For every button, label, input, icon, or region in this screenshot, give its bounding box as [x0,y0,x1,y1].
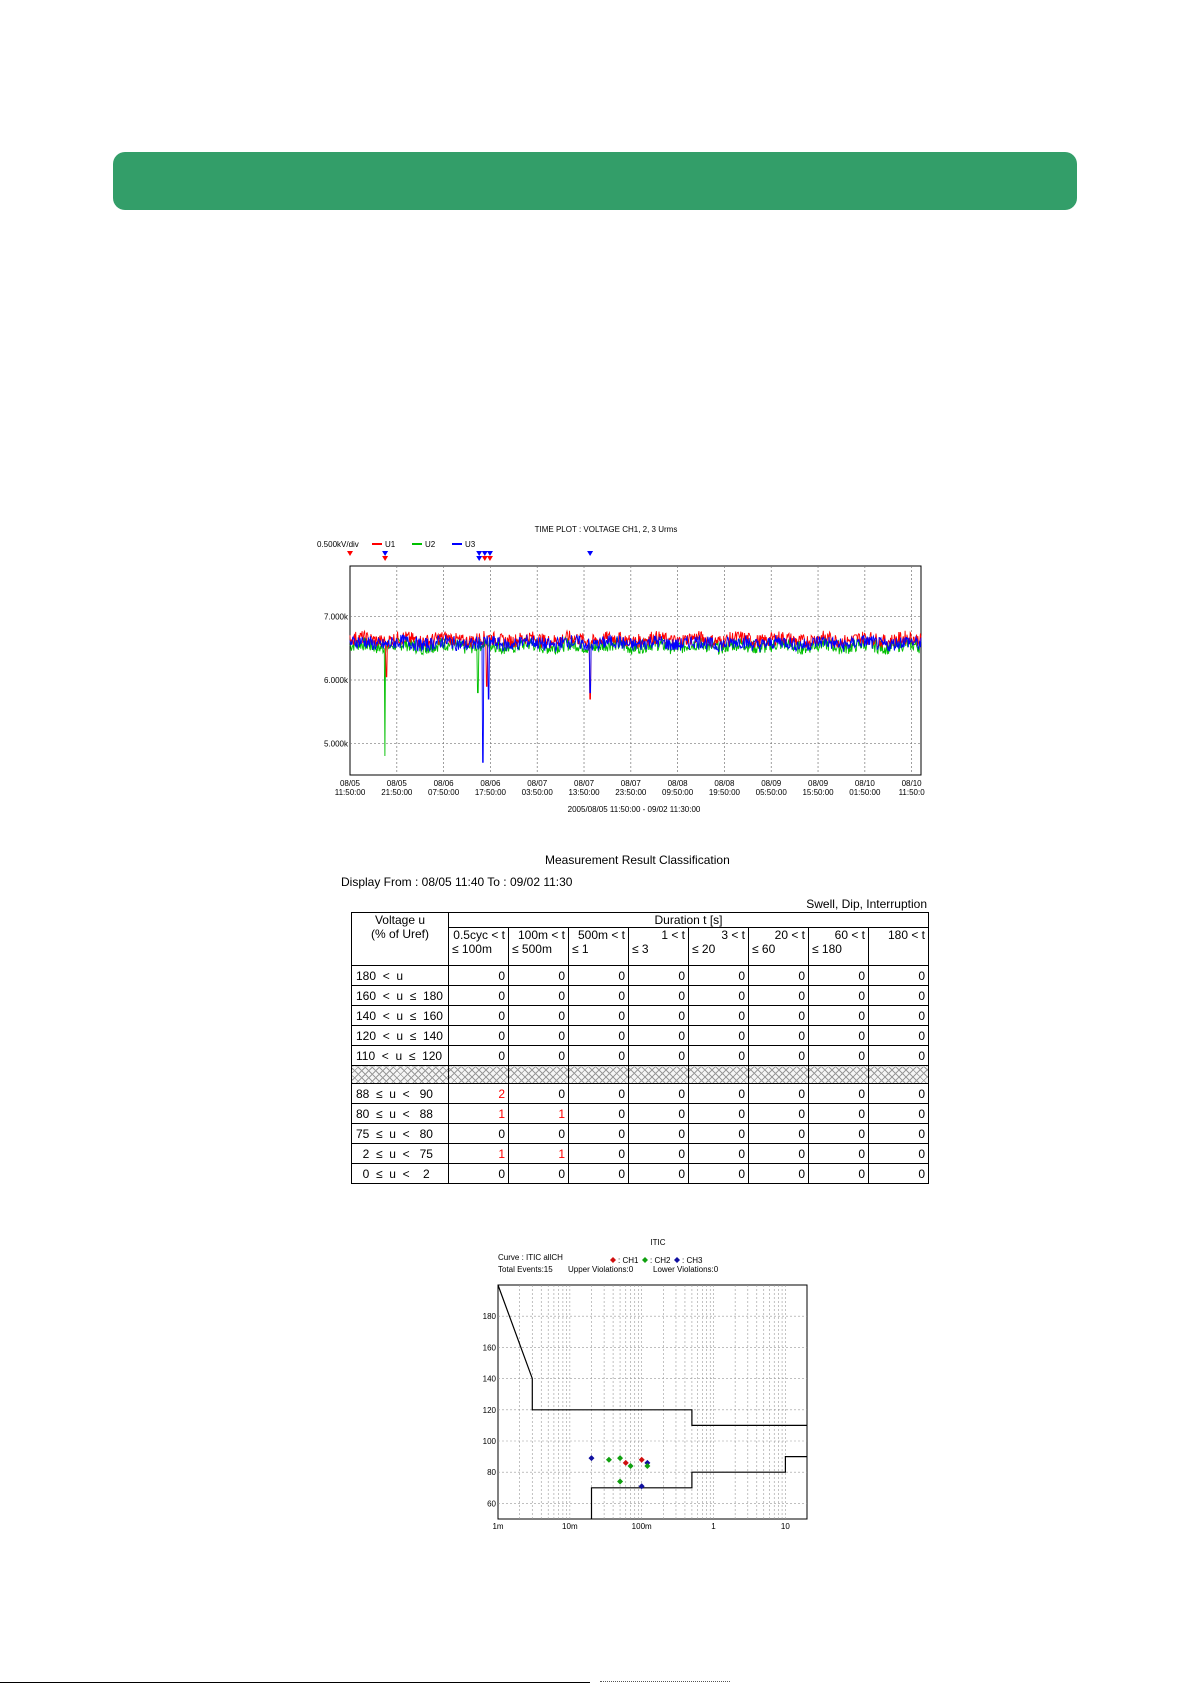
x-tick-label: 10 [780,1522,790,1531]
table-cell: 0 [689,1124,749,1144]
y-tick-label: 60 [487,1499,496,1509]
event-point-ch2 [617,1479,623,1485]
table-cell: 0 [869,1104,929,1124]
time-plot-grid [350,566,921,775]
row-label: 88 ≤ u < 90 [352,1084,449,1104]
table-row [352,1144,929,1164]
table-cell: 0 [809,1006,869,1026]
y-tick-label: 80 [487,1468,496,1478]
table-row [352,1006,929,1026]
time-plot-x-ticks [335,779,926,797]
x-tick-label: 100m [631,1522,652,1531]
duration-header: Duration t [s] [449,913,929,928]
row-label: 2 ≤ u < 75 [352,1144,449,1164]
table-cell: 0 [689,1006,749,1026]
table-cell: 0 [449,1046,509,1066]
table-cell: 0 [569,1084,629,1104]
row-label: 180 < u [352,966,449,986]
table-cell: 0 [809,1144,869,1164]
x-tick-date: 08/06 [480,779,501,788]
hatch-cell [809,1066,869,1084]
footer-rule [0,1682,590,1683]
x-tick-time: 21:50:00 [381,788,413,797]
lower-limit-curve [592,1457,808,1519]
table-cell: 0 [569,1164,629,1184]
legend-marker-ch1 [610,1257,616,1263]
table-cell: 0 [869,1084,929,1104]
x-tick-time: 15:50:00 [802,788,834,797]
event-marker [487,551,493,556]
table-cell: 0 [689,1144,749,1164]
legend-label-u2: U2 [425,540,436,549]
table-cell: 0 [749,1006,809,1026]
event-point-ch1 [623,1460,629,1466]
table-cell: 0 [809,1046,869,1066]
time-plot-x-label: 2005/08/05 11:50:00 - 09/02 11:30:00 [567,805,701,814]
y-tick-label: 5.000k [323,739,348,749]
itic-lower-violations: Lower Violations:0 [653,1265,719,1274]
x-tick-time: 23:50:00 [615,788,647,797]
x-tick-date: 08/07 [620,779,641,788]
itic-frame [498,1285,807,1519]
table-cell: 0 [509,1006,569,1026]
x-tick-date: 08/08 [714,779,735,788]
x-tick-label: 10m [562,1522,578,1531]
x-tick-time: 05:50:00 [755,788,787,797]
table-cell: 0 [749,1046,809,1066]
table-cell: 0 [689,986,749,1006]
table-cell: 0 [689,966,749,986]
table-cell: 0 [809,1026,869,1046]
table-cell: 0 [629,1026,689,1046]
table-cell: 0 [569,966,629,986]
table-cell: 0 [449,1006,509,1026]
table-cell: 0 [749,966,809,986]
hatch-cell [689,1066,749,1084]
duration-column-header: 0.5cyc < t ≤ 100m [449,928,509,966]
row-label: 160 < u ≤ 180 [352,986,449,1006]
table-cell: 0 [569,1006,629,1026]
duration-column-header: 3 < t ≤ 20 [689,928,749,966]
table-cell: 0 [869,986,929,1006]
time-plot-series [350,631,921,763]
table-cell: 0 [449,1164,509,1184]
table-row [352,1124,929,1144]
y-tick-label: 160 [482,1343,496,1353]
table-cell: 0 [629,1084,689,1104]
hatch-cell [569,1066,629,1084]
time-plot-chart [314,520,926,820]
table-cell: 0 [749,1124,809,1144]
table-cell: 0 [809,1124,869,1144]
table-cell: 0 [809,986,869,1006]
table-cell: 1 [449,1144,509,1164]
table-cell: 0 [569,1144,629,1164]
x-tick-date: 08/09 [808,779,829,788]
event-point-ch2 [628,1463,634,1469]
table-row [352,1026,929,1046]
time-plot-scale-label: 0.500kV/div [317,540,359,549]
x-tick-time: 17:50:00 [474,788,506,797]
table-cell: 0 [689,1084,749,1104]
table-cell: 0 [869,1006,929,1026]
table-cell: 0 [809,1084,869,1104]
legend-marker-ch3 [674,1257,680,1263]
table-cell: 0 [749,986,809,1006]
event-point-ch2 [644,1463,650,1469]
hatch-cell [449,1066,509,1084]
legend-label-u3: U3 [465,540,476,549]
table-row [352,1164,929,1184]
duration-column-header: 180 < t [869,928,929,966]
itic-curve-label: Curve : ITIC allCH [498,1253,563,1262]
table-cell: 0 [569,1124,629,1144]
table-cell: 0 [689,1104,749,1124]
table-row [352,1046,929,1066]
row-label: 75 ≤ u < 80 [352,1124,449,1144]
table-cell: 0 [629,1124,689,1144]
section-header-bar [113,152,1077,210]
footer-dots [600,1681,730,1684]
y-tick-label: 7.000k [323,612,348,622]
table-cell: 0 [749,1104,809,1124]
table-cell: 1 [509,1144,569,1164]
row-label: 80 ≤ u < 88 [352,1104,449,1124]
row-label: 120 < u ≤ 140 [352,1026,449,1046]
x-tick-time: 03:50:00 [521,788,553,797]
y-tick-label: 180 [482,1312,496,1322]
event-marker [382,556,388,561]
table-cell: 1 [509,1104,569,1124]
itic-legend [610,1256,703,1265]
x-tick-date: 08/06 [433,779,454,788]
table-cell: 0 [869,1164,929,1184]
table-cell: 0 [509,1046,569,1066]
x-tick-label: 1m [492,1522,504,1531]
table-row [352,966,929,986]
x-tick-time: 11:50:00 [334,788,366,797]
event-markers [347,551,593,561]
y-tick-label: 120 [482,1405,496,1415]
table-cell: 0 [749,1144,809,1164]
table-cell: 0 [869,1026,929,1046]
legend-label: : CH2 [650,1256,671,1265]
x-tick-label: 1 [711,1522,716,1531]
table-cell: 0 [689,1046,749,1066]
time-plot-title: TIME PLOT : VOLTAGE CH1, 2, 3 Urms [534,525,678,534]
table-cell: 0 [749,1164,809,1184]
table-row [352,1084,929,1104]
duration-column-header: 20 < t ≤ 60 [749,928,809,966]
y-tick-label: 140 [482,1374,496,1384]
table-cell: 0 [629,1104,689,1124]
itic-x-ticks [492,1522,790,1531]
event-marker [587,551,593,556]
table-cell: 0 [689,1164,749,1184]
itic-chart [478,1237,838,1537]
legend-label: : CH3 [682,1256,703,1265]
table-cell: 0 [569,1046,629,1066]
table-cell: 0 [629,986,689,1006]
table-cell: 0 [449,1026,509,1046]
table-row [352,986,929,1006]
x-tick-time: 13:50:00 [568,788,600,797]
table-cell: 0 [449,966,509,986]
table-cell: 0 [809,1164,869,1184]
row-label: 140 < u ≤ 160 [352,1006,449,1026]
classification-table [351,912,929,1184]
x-tick-date: 08/10 [901,779,922,788]
event-point-ch3 [588,1455,594,1461]
table-cell: 1 [449,1104,509,1124]
table-cell: 0 [629,966,689,986]
voltage-header: Voltage u (% of Uref) [352,913,449,966]
table-cell: 0 [509,1026,569,1046]
x-tick-date: 08/05 [339,779,361,788]
itic-upper-violations: Upper Violations:0 [568,1265,634,1274]
duration-column-header: 500m < t ≤ 1 [569,928,629,966]
separator-row [352,1066,929,1084]
duration-column-header: 60 < t ≤ 180 [809,928,869,966]
table-cell: 0 [749,1084,809,1104]
table-cell: 0 [449,986,509,1006]
duration-column-header: 100m < t ≤ 500m [509,928,569,966]
table-row [352,1104,929,1124]
event-marker [482,556,488,561]
x-tick-date: 08/07 [527,779,548,788]
table-cell: 0 [809,966,869,986]
table-cell: 0 [449,1124,509,1144]
itic-title: ITIC [650,1238,666,1247]
table-cell: 0 [869,1124,929,1144]
table-cell: 0 [509,966,569,986]
x-tick-date: 08/09 [761,779,782,788]
legend-marker-ch2 [642,1257,648,1263]
legend-label: : CH1 [618,1256,639,1265]
table-cell: 0 [569,1104,629,1124]
duration-column-header: 1 < t ≤ 3 [629,928,689,966]
itic-total-events: Total Events:15 [498,1265,553,1274]
table-cell: 0 [509,1164,569,1184]
itic-curves [498,1285,807,1519]
table-cell: 0 [749,1026,809,1046]
upper-limit-curve [498,1285,807,1425]
x-tick-date: 08/07 [574,779,595,788]
table-cell: 0 [629,1164,689,1184]
event-point-ch2 [617,1455,623,1461]
table-cell: 0 [629,1046,689,1066]
table-cell: 0 [869,1046,929,1066]
table-cell: 0 [509,986,569,1006]
event-marker [382,551,388,556]
table-cell: 0 [689,1026,749,1046]
event-marker [482,551,488,556]
table-cell: 0 [629,1144,689,1164]
table-cell: 0 [869,1144,929,1164]
table-cell: 2 [449,1084,509,1104]
itic-grid [498,1285,807,1519]
series-line-u2 [350,637,921,756]
hatch-cell [749,1066,809,1084]
row-label: 110 < u ≤ 120 [352,1046,449,1066]
x-tick-date: 08/08 [667,779,688,788]
table-cell: 0 [809,1104,869,1124]
table-cell: 0 [569,1026,629,1046]
event-point-ch1 [639,1457,645,1463]
x-tick-time: 09:50:00 [662,788,694,797]
x-tick-time: 19:50:00 [708,788,740,797]
classification-title: Measurement Result Classification [545,853,730,867]
table-cell: 0 [509,1124,569,1144]
hatch-cell [509,1066,569,1084]
event-point-ch2 [606,1457,612,1463]
x-tick-time: 11:50:0 [898,788,925,797]
row-label: 0 ≤ u < 2 [352,1164,449,1184]
event-marker [476,551,482,556]
y-tick-label: 6.000k [323,676,348,685]
x-tick-time: 01:50:00 [849,788,881,797]
table-cell: 0 [569,986,629,1006]
event-marker [476,556,482,561]
time-plot-y-ticks [324,613,349,749]
hatch-cell [629,1066,689,1084]
event-marker [347,551,353,556]
y-tick-label: 100 [482,1437,496,1446]
event-marker [487,556,493,561]
classification-kind: Swell, Dip, Interruption [806,897,927,911]
table-cell: 0 [509,1084,569,1104]
itic-y-ticks [483,1312,497,1508]
hatch-cell [869,1066,929,1084]
hatch-cell [352,1066,449,1084]
table-cell: 0 [869,966,929,986]
table-cell: 0 [629,1006,689,1026]
display-range: Display From : 08/05 11:40 To : 09/02 11:30 [341,875,573,889]
x-tick-time: 07:50:00 [428,788,460,797]
legend-label-u1: U1 [385,540,396,549]
x-tick-date: 08/05 [386,779,407,788]
time-plot-legend [372,540,476,549]
x-tick-date: 08/10 [854,779,875,788]
